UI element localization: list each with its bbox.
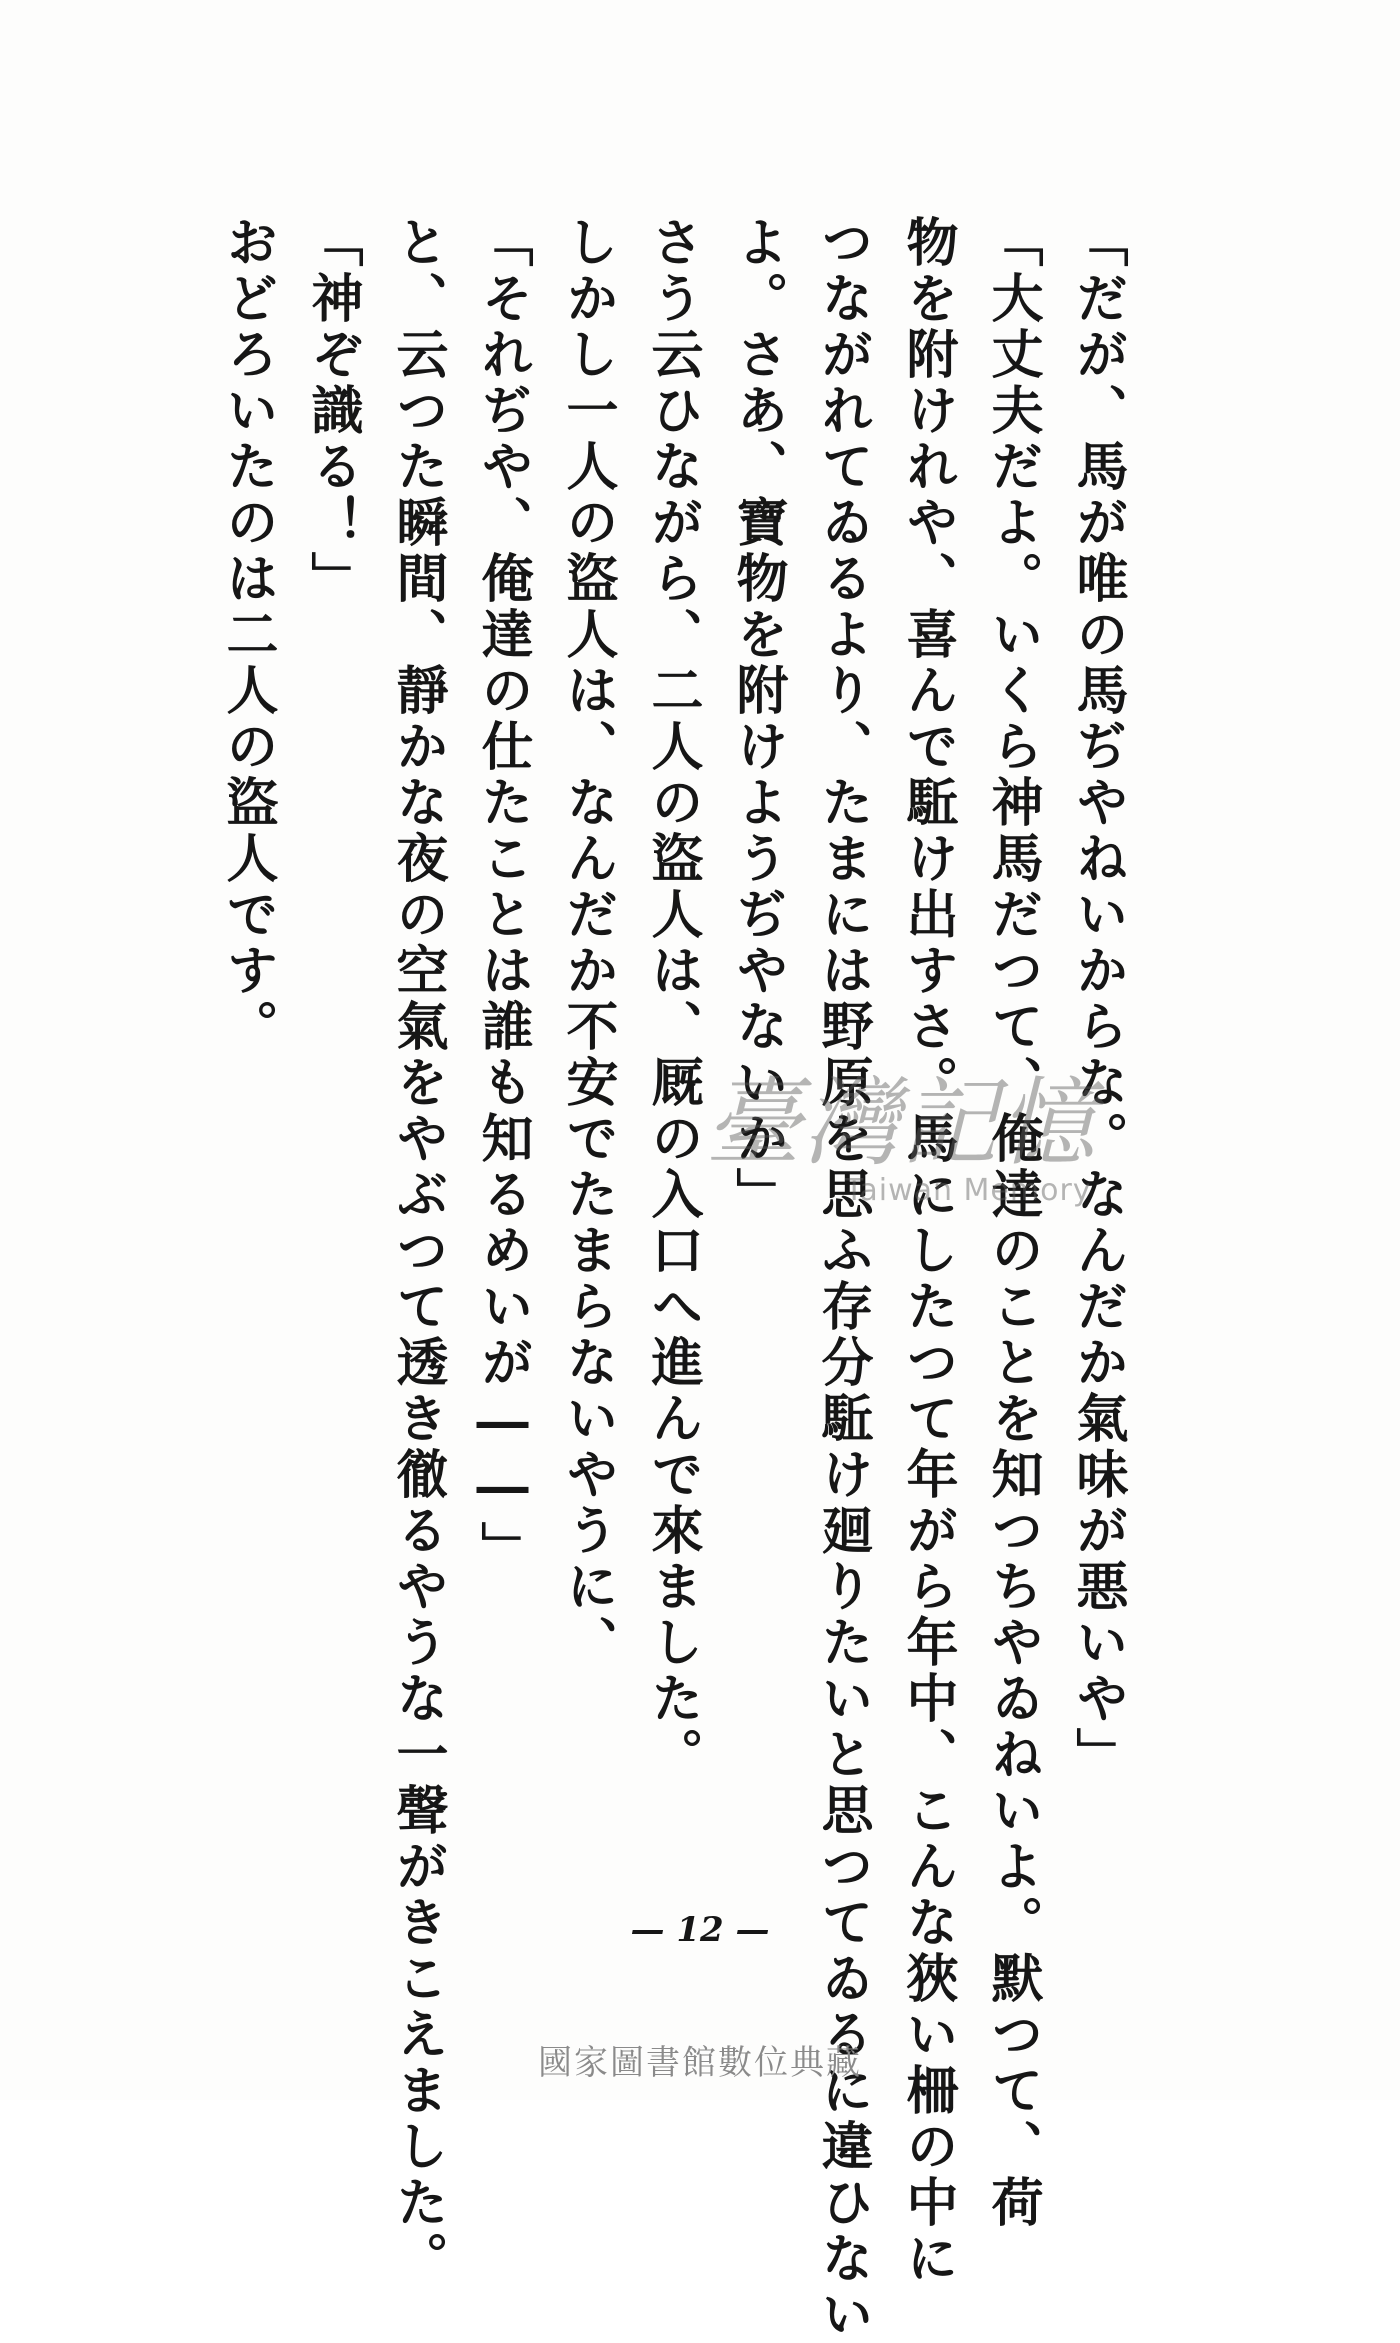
text-line: 「だが、馬が唯の馬ぢやねいからな。なんだか氣味が悪いや」 bbox=[1067, 215, 1128, 1783]
text-line: つながれてゐるより、たまには野原を思ふ存分駈け廻りたいと思つてゐるに違ひない bbox=[812, 215, 873, 2343]
text-line: さう云ひながら、二人の盜人は、厩の入口へ進んで來ました。 bbox=[642, 215, 703, 1783]
library-footer: 國家圖書館數位典藏 bbox=[538, 2043, 862, 2083]
text-line: よ。さあ、寶物を附けようぢやないか」 bbox=[727, 215, 788, 1223]
watermark-title: 臺灣記憶 bbox=[705, 1067, 1097, 1179]
text-line: おどろいたのは二人の盜人です。 bbox=[217, 215, 278, 1055]
page-number: — 12 — bbox=[630, 1910, 770, 1950]
text-line: 物を附けれや、喜んで駈け出すさ。馬にしたつて年がら年中、こんな狹い柵の中に bbox=[897, 215, 958, 2287]
text-line: 「それぢや、俺達の仕たことは誰も知るめいが――」 bbox=[472, 215, 533, 1577]
text-line: 「神ぞ識る！」 bbox=[302, 215, 363, 607]
text-line: しかし一人の盜人は、なんだか不安でたまらないやうに、 bbox=[557, 215, 618, 1671]
text-line: 「大丈夫だよ。いくら神馬だつて、俺達のことを知つちやゐねいよ。默つて、荷 bbox=[982, 215, 1043, 2231]
watermark-subtitle: Taiwan Memory bbox=[845, 1173, 1092, 1208]
text-line: と、云つた瞬間、靜かな夜の空氣をやぶつて透き徹るやうな一聲がきこえました。 bbox=[387, 215, 448, 2287]
